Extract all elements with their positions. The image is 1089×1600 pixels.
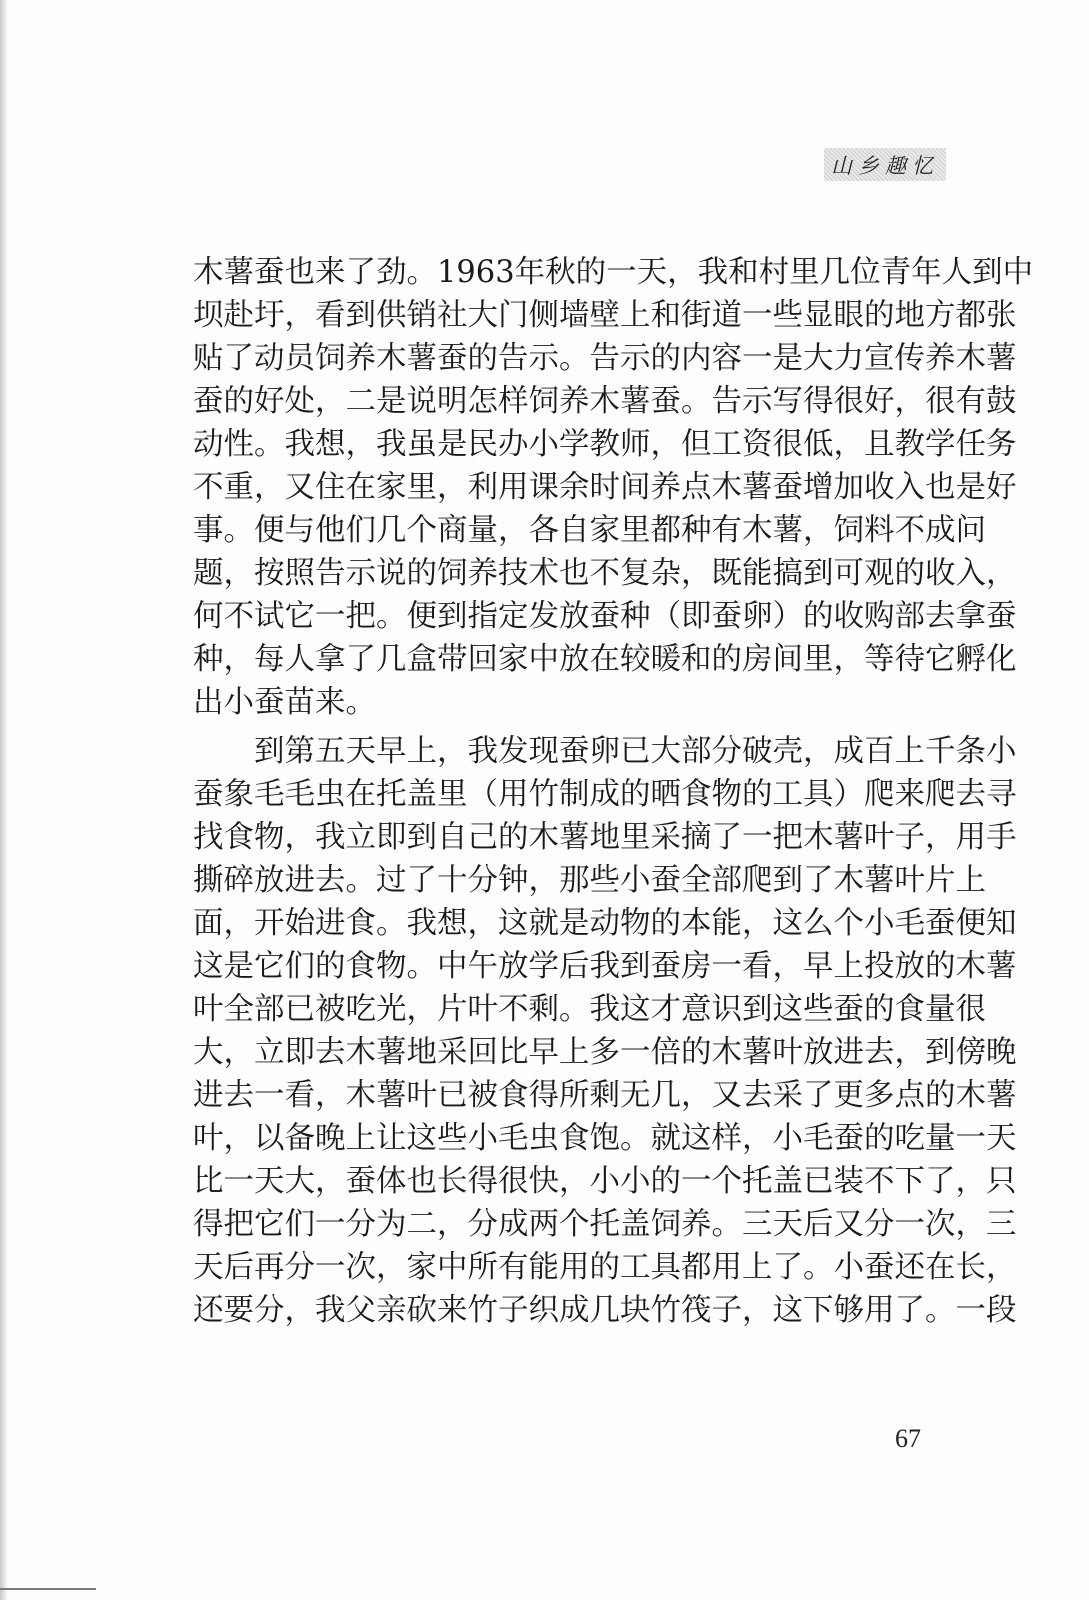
- text-line: 出小蚕苗来。: [193, 685, 376, 720]
- running-header: [824, 148, 946, 181]
- page-number: 67: [895, 1424, 921, 1453]
- text-line: 还要分，我父亲砍来竹子织成几块竹筏子，这下够用了。一段: [193, 1293, 1017, 1328]
- text-line: 比一天大，蚕体也长得很快，小小的一个托盖已装不下了，只: [193, 1164, 1017, 1199]
- text-line: 叶，以备晚上让这些小毛虫食饱。就这样，小毛蚕的吃量一天: [193, 1121, 1017, 1156]
- text-line: 撕碎放进去。过了十分钟，那些小蚕全部爬到了木薯叶片上: [193, 863, 986, 898]
- text-line: 事。便与他们几个商量，各自家里都种有木薯，饲料不成问: [193, 513, 986, 548]
- text-line: 蚕的好处，二是说明怎样饲养木薯蚕。告示写得很好，很有鼓: [193, 384, 1017, 419]
- body-text: [193, 251, 1034, 1332]
- text-line: 面，开始进食。我想，这就是动物的本能，这么个小毛蚕便知: [193, 906, 1017, 941]
- running-header-title: 山乡趣忆: [831, 153, 939, 178]
- text-line: 得把它们一分为二，分成两个托盖饲养。三天后又分一次，三: [193, 1207, 1017, 1242]
- text-line: 种，每人拿了几盒带回家中放在较暖和的房间里，等待它孵化: [193, 642, 1017, 677]
- text-line: 找食物，我立即到自己的木薯地里采摘了一把木薯叶子，用手: [193, 820, 1017, 855]
- text-line: 不重，又住在家里，利用课余时间养点木薯蚕增加收入也是好: [193, 470, 1017, 505]
- scan-edge-shadow: [0, 0, 8, 1600]
- text-line: 这是它们的食物。中午放学后我到蚕房一看，早上投放的木薯: [193, 949, 1017, 984]
- text-line: 天后再分一次，家中所有能用的工具都用上了。小蚕还在长，: [193, 1250, 1017, 1285]
- text-line: 蚕象毛毛虫在托盖里（用竹制成的晒食物的工具）爬来爬去寻: [193, 777, 1017, 812]
- text-line: 贴了动员饲养木薯蚕的告示。告示的内容一是大力宣传养木薯: [193, 341, 1017, 376]
- scan-edge-mark: [0, 1588, 96, 1590]
- text-line: 题，按照告示说的饲养技术也不复杂，既能搞到可观的收入，: [193, 556, 1017, 591]
- text-line: 木薯蚕也来了劲。1963年秋的一天，我和村里几位青年人到中: [193, 255, 1034, 290]
- text-line: 大，立即去木薯地采回比早上多一倍的木薯叶放进去，到傍晚: [193, 1035, 1017, 1070]
- text-line: 坝赴圩，看到供销社大门侧墙壁上和街道一些显眼的地方都张: [193, 298, 1017, 333]
- text-line: 进去一看，木薯叶已被食得所剩无几，又去采了更多点的木薯: [193, 1078, 1017, 1113]
- text-line: 动性。我想，我虽是民办小学教师，但工资很低，且教学任务: [193, 427, 1017, 462]
- text-line: 何不试它一把。便到指定发放蚕种（即蚕卵）的收购部去拿蚕: [193, 599, 1017, 634]
- text-line: 到第五天早上，我发现蚕卵已大部分破壳，成百上千条小: [254, 734, 1017, 769]
- text-line: 叶全部已被吃光，片叶不剩。我这才意识到这些蚕的食量很: [193, 992, 986, 1027]
